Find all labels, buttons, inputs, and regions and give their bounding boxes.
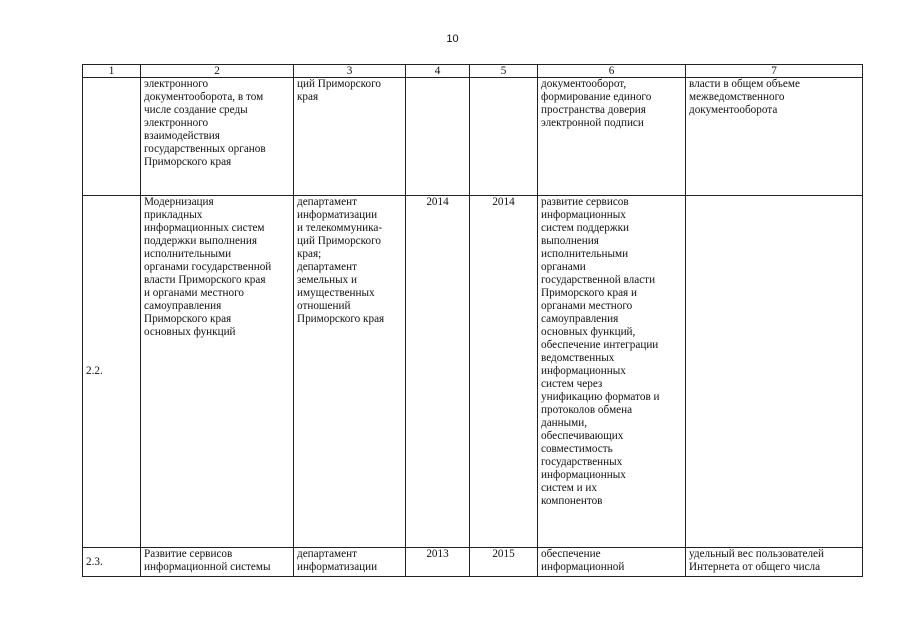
activity-name-cell: электронного документооборота, в том числе создание среды электронного взаимодействия государственных органов Приморского края <box>141 78 294 196</box>
column-header: 5 <box>470 65 538 78</box>
column-header: 3 <box>294 65 406 78</box>
start-year-cell: 2014 <box>406 196 470 548</box>
expected-result-cell: развитие сервисов информационных систем поддержки выполнения исполнительными органами государственной власти Приморского края и органами местного самоуправления основных функций, обеспечение интеграции ведомственных информационных систем через унификацию форматов и протоколов обмена данными, обеспечивающих совместимость государственных информационных систем и их компонентов <box>538 196 686 548</box>
indicator-cell: удельный вес пользователей Интернета от общего числа <box>686 548 863 577</box>
item-number-cell <box>83 78 141 196</box>
table-row <box>83 548 863 577</box>
end-year-cell: 2015 <box>470 548 538 577</box>
activity-name-cell: Развитие сервисов информационной системы <box>141 548 294 577</box>
item-number-cell: 2.2. <box>83 196 141 548</box>
start-year-cell: 2013 <box>406 548 470 577</box>
column-header: 6 <box>538 65 686 78</box>
column-number-row <box>83 65 863 78</box>
expected-result-cell: документооборот, формирование единого пространства доверия электронной подписи <box>538 78 686 196</box>
table-row <box>83 196 863 548</box>
executor-cell: департамент информатизации <box>294 548 406 577</box>
table-row <box>83 78 863 196</box>
column-header: 2 <box>141 65 294 78</box>
column-header: 1 <box>83 65 141 78</box>
activity-table <box>82 64 863 577</box>
column-header: 7 <box>686 65 863 78</box>
indicator-cell: власти в общем объеме межведомственного документооборота <box>686 78 863 196</box>
column-header: 4 <box>406 65 470 78</box>
end-year-cell: 2014 <box>470 196 538 548</box>
indicator-cell <box>686 196 863 548</box>
end-year-cell <box>470 78 538 196</box>
executor-cell: ций Приморского края <box>294 78 406 196</box>
start-year-cell <box>406 78 470 196</box>
activity-name-cell: Модернизация прикладных информационных систем поддержки выполнения исполнительными органами государственной власти Приморского края и органами местного самоуправления Приморского края основных функций <box>141 196 294 548</box>
item-number-cell: 2.3. <box>83 548 141 577</box>
expected-result-cell: обеспечение информационной <box>538 548 686 577</box>
executor-cell: департамент информатизации и телекоммуника- ций Приморского края; департамент земельных и имущественных отношений Приморского края <box>294 196 406 548</box>
page-number: 10 <box>446 33 459 45</box>
